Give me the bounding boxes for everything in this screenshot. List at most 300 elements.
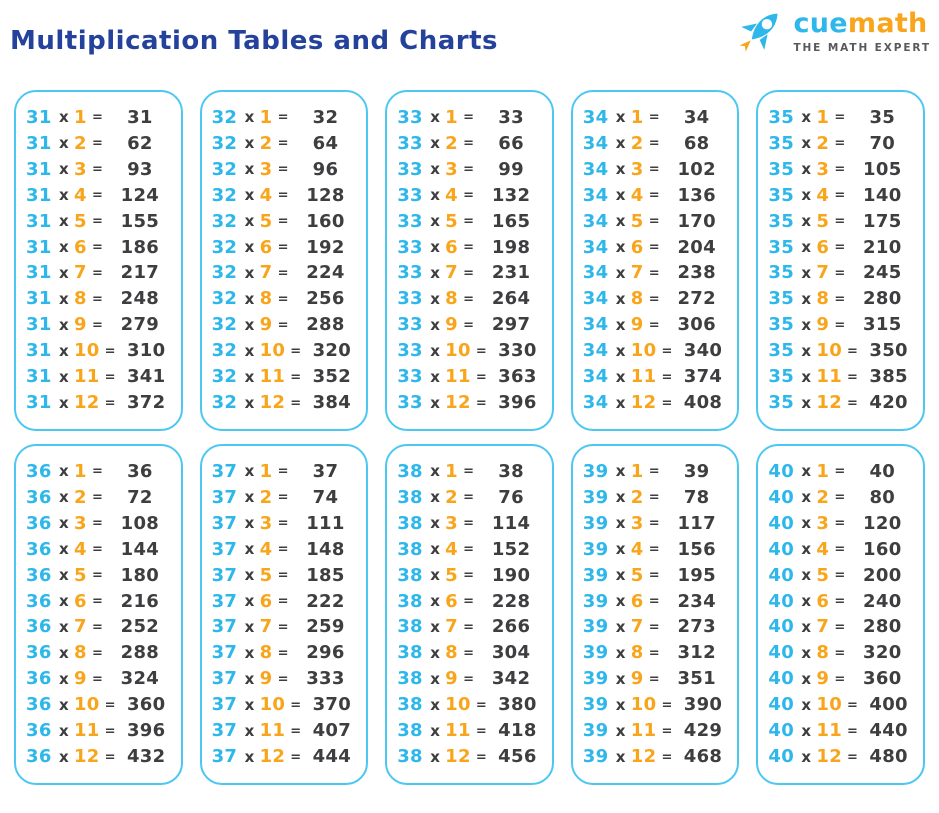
multiplicand-value: 32 <box>211 314 238 336</box>
times-symbol: x <box>801 514 812 533</box>
multiplier-value: 4 <box>445 538 458 560</box>
product-value: 224 <box>306 262 345 284</box>
equals-symbol: = <box>104 343 116 359</box>
multiplier-value: 3 <box>259 512 273 534</box>
equals-symbol: = <box>104 723 116 739</box>
multiplier-value: 11 <box>445 366 471 388</box>
multiplier-value: 2 <box>73 486 87 508</box>
times-symbol: x <box>244 592 255 611</box>
times-symbol: x <box>615 462 626 481</box>
multiplier-value: 7 <box>630 262 644 284</box>
table-row <box>582 158 730 180</box>
product-value: 34 <box>683 106 710 128</box>
table-row <box>212 290 359 308</box>
table-row <box>768 236 915 258</box>
multiplier-value: 9 <box>73 314 87 336</box>
multiplicand-value: 36 <box>26 460 52 482</box>
times-symbol: x <box>244 238 255 257</box>
times-symbol: x <box>801 669 812 688</box>
product-value: 180 <box>120 564 160 586</box>
times-symbol: x <box>801 695 812 714</box>
multiplier-value: 3 <box>816 158 830 180</box>
times-symbol: x <box>244 514 255 533</box>
table-row <box>397 512 544 534</box>
table-row <box>768 394 915 412</box>
equals-symbol: = <box>834 568 846 584</box>
times-symbol: x <box>615 669 626 688</box>
table-row <box>397 236 544 258</box>
table-row <box>583 290 730 308</box>
multiplicand-value: 32 <box>211 340 238 362</box>
times-symbol: x <box>244 212 255 231</box>
multiplicand-value: 32 <box>211 366 238 388</box>
times-symbol: x <box>615 212 626 231</box>
multiplier-value: 3 <box>73 158 87 180</box>
multiplication-table-card-36 <box>14 444 183 785</box>
times-symbol: x <box>615 514 626 533</box>
table-row <box>582 486 730 508</box>
multiplier-value: 3 <box>816 512 830 534</box>
product-value: 105 <box>863 158 902 180</box>
equals-symbol: = <box>463 110 475 126</box>
product-value: 93 <box>127 158 153 180</box>
equals-symbol: = <box>290 369 302 385</box>
equals-symbol: = <box>91 516 104 532</box>
multiplicand-value: 39 <box>582 486 609 508</box>
product-value: 480 <box>869 746 908 768</box>
multiplier-value: 1 <box>445 460 458 482</box>
times-symbol: x <box>430 592 441 611</box>
times-symbol: x <box>59 514 69 533</box>
multiplier-value: 3 <box>445 512 458 534</box>
multiplier-value: 5 <box>259 210 273 232</box>
times-symbol: x <box>615 488 626 507</box>
equals-symbol: = <box>661 395 673 411</box>
product-value: 114 <box>491 512 531 534</box>
times-symbol: x <box>244 488 255 507</box>
equals-symbol: = <box>847 343 859 359</box>
multiplicand-value: 33 <box>397 366 423 388</box>
product-value: 40 <box>869 460 896 482</box>
multiplier-value: 4 <box>445 184 458 206</box>
multiplier-value: 11 <box>73 720 100 742</box>
equals-symbol: = <box>91 240 104 256</box>
product-value: 440 <box>869 720 908 742</box>
table-row <box>397 290 544 308</box>
product-value: 384 <box>312 392 352 414</box>
product-value: 374 <box>683 366 723 388</box>
equals-symbol: = <box>475 723 488 739</box>
product-value: 31 <box>127 106 153 128</box>
multiplier-value: 8 <box>259 288 273 310</box>
table-row <box>768 486 915 508</box>
table-row <box>211 184 359 206</box>
table-row <box>397 590 544 612</box>
table-row <box>26 722 173 740</box>
table-row <box>397 264 544 282</box>
multiplier-value: 2 <box>445 486 458 508</box>
multiplier-value: 1 <box>73 460 87 482</box>
times-symbol: x <box>430 514 441 533</box>
multiplicand-value: 38 <box>397 538 423 560</box>
multiplier-value: 10 <box>445 340 471 362</box>
multiplier-value: 4 <box>259 184 273 206</box>
multiplicand-value: 39 <box>582 538 609 560</box>
table-row <box>212 264 359 282</box>
product-value: 320 <box>863 642 902 664</box>
times-symbol: x <box>430 160 441 179</box>
multiplicand-value: 31 <box>26 158 52 180</box>
multiplier-value: 5 <box>445 210 458 232</box>
product-value: 272 <box>677 288 716 310</box>
multiplier-value: 11 <box>816 366 843 388</box>
product-value: 444 <box>312 746 352 768</box>
multiplier-value: 11 <box>816 720 843 742</box>
times-symbol: x <box>615 263 626 282</box>
brand-tagline: THE MATH EXPERT <box>793 41 931 54</box>
equals-symbol: = <box>834 240 846 256</box>
multiplicand-value: 33 <box>397 158 423 180</box>
times-symbol: x <box>615 108 626 127</box>
table-row <box>26 132 173 154</box>
times-symbol: x <box>615 341 626 360</box>
multiplicand-value: 33 <box>397 106 423 128</box>
multiplier-value: 12 <box>630 392 657 414</box>
equals-symbol: = <box>463 594 475 610</box>
times-symbol: x <box>615 393 626 412</box>
multiplier-value: 3 <box>630 512 644 534</box>
multiplier-value: 10 <box>73 340 100 362</box>
equals-symbol: = <box>834 594 846 610</box>
multiplicand-value: 31 <box>26 392 52 414</box>
multiplicand-value: 31 <box>26 236 52 258</box>
multiplier-value: 6 <box>630 236 644 258</box>
multiplicand-value: 33 <box>397 184 423 206</box>
multiplicand-value: 35 <box>768 158 795 180</box>
multiplier-value: 8 <box>630 642 644 664</box>
equals-symbol: = <box>475 749 488 765</box>
multiplier-value: 6 <box>816 590 830 612</box>
multiplier-value: 6 <box>259 236 273 258</box>
multiplicand-value: 39 <box>582 564 609 586</box>
multiplier-value: 5 <box>630 564 644 586</box>
times-symbol: x <box>430 108 441 127</box>
table-row <box>768 564 915 586</box>
multiplicand-value: 40 <box>768 590 795 612</box>
times-symbol: x <box>59 643 69 662</box>
equals-symbol: = <box>463 619 475 635</box>
table-row <box>768 644 915 662</box>
equals-symbol: = <box>847 395 859 411</box>
table-row <box>768 512 915 534</box>
product-value: 396 <box>126 720 166 742</box>
multiplicand-value: 36 <box>26 694 52 716</box>
product-value: 432 <box>126 746 166 768</box>
multiplier-value: 12 <box>816 746 843 768</box>
multiplier-value: 9 <box>816 314 830 336</box>
product-value: 72 <box>127 486 153 508</box>
multiplicand-value: 39 <box>582 694 609 716</box>
multiplication-table-card-39 <box>571 444 740 785</box>
table-row <box>768 460 915 482</box>
product-value: 62 <box>127 132 153 154</box>
table-row <box>768 748 915 766</box>
multiplier-value: 6 <box>73 236 87 258</box>
multiplier-value: 5 <box>816 210 830 232</box>
multiplicand-value: 40 <box>768 668 795 690</box>
product-value: 222 <box>306 590 345 612</box>
times-symbol: x <box>801 367 812 386</box>
equals-symbol: = <box>91 542 104 558</box>
product-value: 165 <box>491 210 531 232</box>
times-symbol: x <box>801 540 812 559</box>
times-symbol: x <box>244 341 255 360</box>
table-row <box>212 722 359 740</box>
multiplicand-value: 36 <box>26 538 52 560</box>
times-symbol: x <box>244 695 255 714</box>
product-value: 468 <box>683 746 723 768</box>
multiplicand-value: 31 <box>26 340 52 362</box>
multiplicand-value: 37 <box>211 694 238 716</box>
equals-symbol: = <box>661 697 673 713</box>
product-value: 102 <box>677 158 716 180</box>
table-row <box>26 394 173 412</box>
multiplier-value: 3 <box>445 158 458 180</box>
table-row <box>211 460 359 482</box>
table-row <box>583 748 730 766</box>
times-symbol: x <box>244 566 255 585</box>
multiplicand-value: 33 <box>397 210 423 232</box>
times-symbol: x <box>59 134 69 153</box>
table-row <box>397 696 544 714</box>
multiplicand-value: 31 <box>26 184 52 206</box>
equals-symbol: = <box>277 214 289 230</box>
times-symbol: x <box>244 721 255 740</box>
times-symbol: x <box>615 540 626 559</box>
multiplier-value: 8 <box>73 642 87 664</box>
brand-name <box>793 10 927 38</box>
product-value: 280 <box>863 616 902 638</box>
table-row <box>397 184 544 206</box>
table-row <box>211 590 359 612</box>
multiplicand-value: 35 <box>768 132 795 154</box>
times-symbol: x <box>59 186 69 205</box>
multiplicand-value: 38 <box>397 564 423 586</box>
product-value: 266 <box>491 616 531 638</box>
equals-symbol: = <box>277 568 289 584</box>
times-symbol: x <box>430 721 441 740</box>
multiplicand-value: 33 <box>397 340 423 362</box>
multiplicand-value: 40 <box>768 512 795 534</box>
multiplicand-value: 36 <box>26 486 52 508</box>
equals-symbol: = <box>648 162 660 178</box>
multiplier-value: 2 <box>816 132 830 154</box>
table-row <box>26 158 173 180</box>
multiplicand-value: 36 <box>26 564 52 586</box>
multiplicand-value: 33 <box>397 288 423 310</box>
product-value: 360 <box>126 694 166 716</box>
multiplicand-value: 37 <box>211 460 238 482</box>
equals-symbol: = <box>463 490 475 506</box>
multiplier-value: 2 <box>259 132 273 154</box>
table-row <box>768 210 915 232</box>
product-value: 204 <box>677 236 716 258</box>
product-value: 66 <box>498 132 524 154</box>
multiplicand-value: 36 <box>26 668 52 690</box>
times-symbol: x <box>430 747 441 766</box>
multiplier-value: 6 <box>259 590 273 612</box>
product-value: 132 <box>491 184 531 206</box>
table-row <box>768 722 915 740</box>
multiplicand-value: 36 <box>26 746 52 768</box>
product-value: 35 <box>869 106 896 128</box>
table-row <box>583 618 730 636</box>
times-symbol: x <box>615 238 626 257</box>
multiplicand-value: 39 <box>582 616 609 638</box>
times-symbol: x <box>244 367 255 386</box>
table-row <box>26 590 173 612</box>
equals-symbol: = <box>277 594 289 610</box>
multiplicand-value: 40 <box>768 746 795 768</box>
tables-grid <box>14 90 925 785</box>
product-value: 279 <box>120 314 160 336</box>
multiplier-value: 7 <box>259 262 273 284</box>
equals-symbol: = <box>91 188 104 204</box>
multiplier-value: 10 <box>259 694 286 716</box>
equals-symbol: = <box>463 542 475 558</box>
product-value: 390 <box>683 694 723 716</box>
multiplicand-value: 35 <box>768 236 795 258</box>
multiplier-value: 3 <box>259 158 273 180</box>
multiplicand-value: 38 <box>397 512 423 534</box>
equals-symbol: = <box>91 619 104 635</box>
multiplier-value: 9 <box>445 314 458 336</box>
equals-symbol: = <box>463 291 475 307</box>
multiplicand-value: 35 <box>768 106 795 128</box>
times-symbol: x <box>430 695 441 714</box>
multiplicand-value: 32 <box>211 158 238 180</box>
product-value: 155 <box>120 210 160 232</box>
table-row <box>582 106 730 128</box>
multiplicand-value: 38 <box>397 486 423 508</box>
multiplicand-value: 36 <box>26 616 52 638</box>
table-row <box>212 368 359 386</box>
multiplicand-value: 31 <box>26 366 52 388</box>
product-value: 407 <box>312 720 352 742</box>
equals-symbol: = <box>91 464 104 480</box>
table-row <box>768 290 915 308</box>
table-row <box>397 460 544 482</box>
table-row <box>582 210 730 232</box>
multiplicand-value: 38 <box>397 746 423 768</box>
product-value: 259 <box>306 616 345 638</box>
table-row <box>582 512 730 534</box>
multiplier-value: 10 <box>630 340 657 362</box>
product-value: 252 <box>120 616 160 638</box>
equals-symbol: = <box>463 265 475 281</box>
table-row <box>211 158 359 180</box>
times-symbol: x <box>430 367 441 386</box>
multiplicand-value: 39 <box>582 746 609 768</box>
times-symbol: x <box>430 643 441 662</box>
multiplier-value: 1 <box>816 460 830 482</box>
times-symbol: x <box>59 263 69 282</box>
multiplicand-value: 32 <box>211 392 238 414</box>
table-row <box>211 132 359 154</box>
multiplicand-value: 32 <box>211 288 238 310</box>
multiplicand-value: 35 <box>768 210 795 232</box>
equals-symbol: = <box>834 645 846 661</box>
table-row <box>582 564 730 586</box>
table-row <box>768 342 915 360</box>
equals-symbol: = <box>463 645 475 661</box>
multiplier-value: 11 <box>445 720 471 742</box>
table-row <box>397 564 544 586</box>
times-symbol: x <box>59 617 69 636</box>
multiplier-value: 3 <box>630 158 644 180</box>
product-value: 400 <box>869 694 908 716</box>
equals-symbol: = <box>834 317 846 333</box>
times-symbol: x <box>801 315 812 334</box>
table-row <box>26 618 173 636</box>
times-symbol: x <box>615 592 626 611</box>
table-row <box>768 618 915 636</box>
times-symbol: x <box>59 108 69 127</box>
times-symbol: x <box>430 669 441 688</box>
product-value: 330 <box>498 340 537 362</box>
table-row <box>397 748 544 766</box>
multiplier-value: 11 <box>259 366 286 388</box>
multiplier-value: 11 <box>630 366 657 388</box>
multiplier-value: 10 <box>816 694 843 716</box>
multiplier-value: 5 <box>73 564 87 586</box>
product-value: 238 <box>677 262 716 284</box>
table-row <box>26 748 173 766</box>
rocket-icon <box>733 4 789 60</box>
multiplication-table-card-31 <box>14 90 183 431</box>
times-symbol: x <box>59 160 69 179</box>
times-symbol: x <box>59 721 69 740</box>
multiplicand-value: 35 <box>768 314 795 336</box>
table-row <box>768 132 915 154</box>
equals-symbol: = <box>648 110 660 126</box>
multiplicand-value: 32 <box>211 262 238 284</box>
product-value: 198 <box>491 236 531 258</box>
multiplier-value: 2 <box>816 486 830 508</box>
equals-symbol: = <box>277 162 289 178</box>
table-row <box>583 368 730 386</box>
times-symbol: x <box>430 617 441 636</box>
product-value: 210 <box>863 236 902 258</box>
multiplicand-value: 38 <box>397 460 423 482</box>
multiplier-value: 12 <box>630 746 657 768</box>
table-row <box>583 264 730 282</box>
times-symbol: x <box>430 212 441 231</box>
multiplier-value: 11 <box>630 720 657 742</box>
brand-cue: cue <box>793 8 848 40</box>
multiplication-table-card-40 <box>756 444 925 785</box>
equals-symbol: = <box>91 110 104 126</box>
equals-symbol: = <box>834 542 846 558</box>
times-symbol: x <box>615 721 626 740</box>
times-symbol: x <box>59 566 69 585</box>
product-value: 64 <box>312 132 339 154</box>
multiplicand-value: 34 <box>582 288 609 310</box>
times-symbol: x <box>615 289 626 308</box>
times-symbol: x <box>801 566 812 585</box>
product-value: 117 <box>677 512 716 534</box>
multiplication-table-card-38 <box>385 444 554 785</box>
